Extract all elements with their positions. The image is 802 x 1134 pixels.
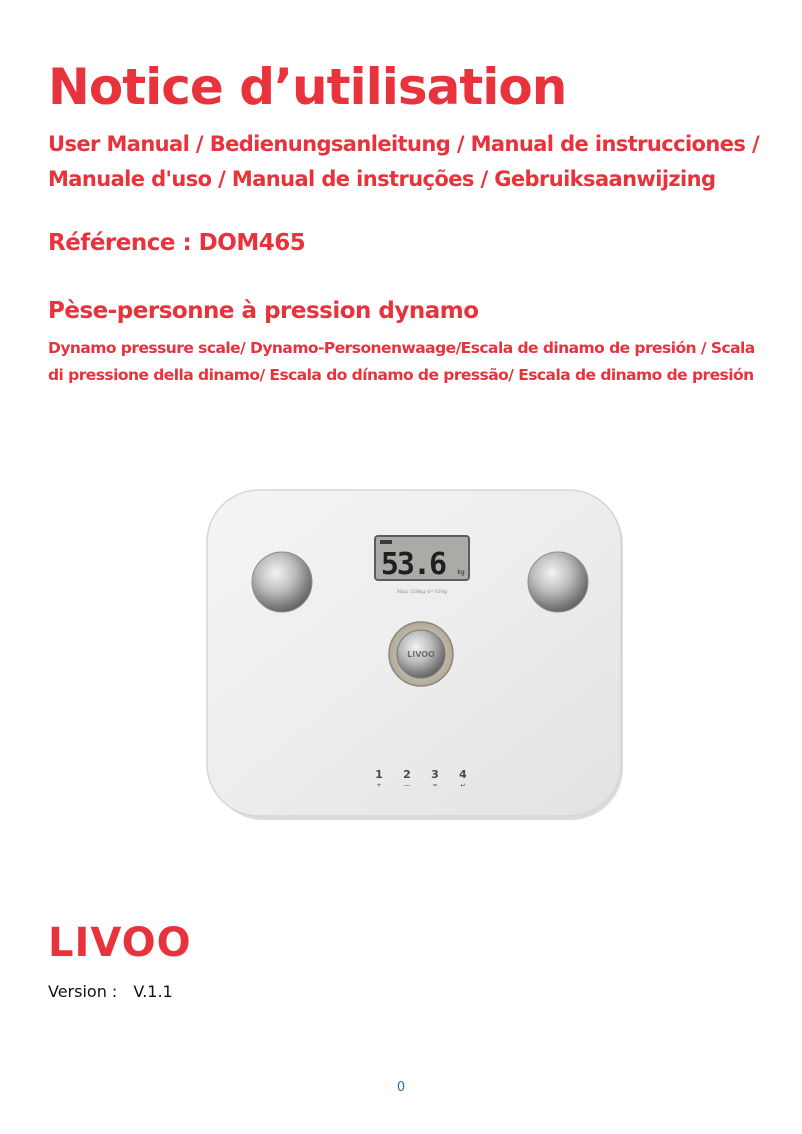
product-reference: Référence : DOM465: [48, 230, 306, 256]
scale-key-3-number: 3: [431, 768, 439, 781]
product-title: Pèse-personne à pression dynamo: [48, 298, 479, 324]
page-number: 0: [396, 1080, 406, 1095]
dynamo-button-logo: LIVOO: [407, 650, 435, 659]
version-label: Version :: [48, 982, 118, 1001]
scale-key-4-number: 4: [459, 768, 467, 781]
lcd-weight-value: 53.6: [380, 547, 446, 582]
left-electrode: [252, 552, 312, 612]
scale-max-label: Max 150kg d=100g: [396, 589, 448, 595]
version-value: V.1.1: [133, 982, 173, 1001]
scale-key-2-number: 2: [403, 768, 411, 781]
scale-key-3-symbol: =: [432, 782, 438, 789]
lcd-battery-icon: [380, 540, 392, 544]
version-row: [48, 982, 173, 1001]
scale-key-4-symbol: ↩: [460, 782, 466, 789]
scale-key-1-number: 1: [375, 768, 383, 781]
subtitle-translations: User Manual / Bedienungsanleitung / Manual de instrucciones / Manuale d'uso / Manual de instruções / Gebruiksaanwijzing: [48, 132, 760, 191]
scale-product-image: [205, 488, 629, 824]
lcd-weight-unit: kg: [457, 569, 465, 576]
scale-key-2-symbol: —: [404, 782, 410, 789]
product-title-translations: Dynamo pressure scale/ Dynamo-Personenwaage/Escala de dinamo de presión / Scala di pressione della dinamo/ Escala do dínamo de pressão/ Escala de dinamo de presión: [48, 339, 755, 384]
right-electrode: [528, 552, 588, 612]
livoo-logo: LIVOO: [48, 920, 192, 966]
page-title: Notice d’utilisation: [48, 58, 567, 116]
scale-key-1-symbol: +: [376, 782, 382, 789]
